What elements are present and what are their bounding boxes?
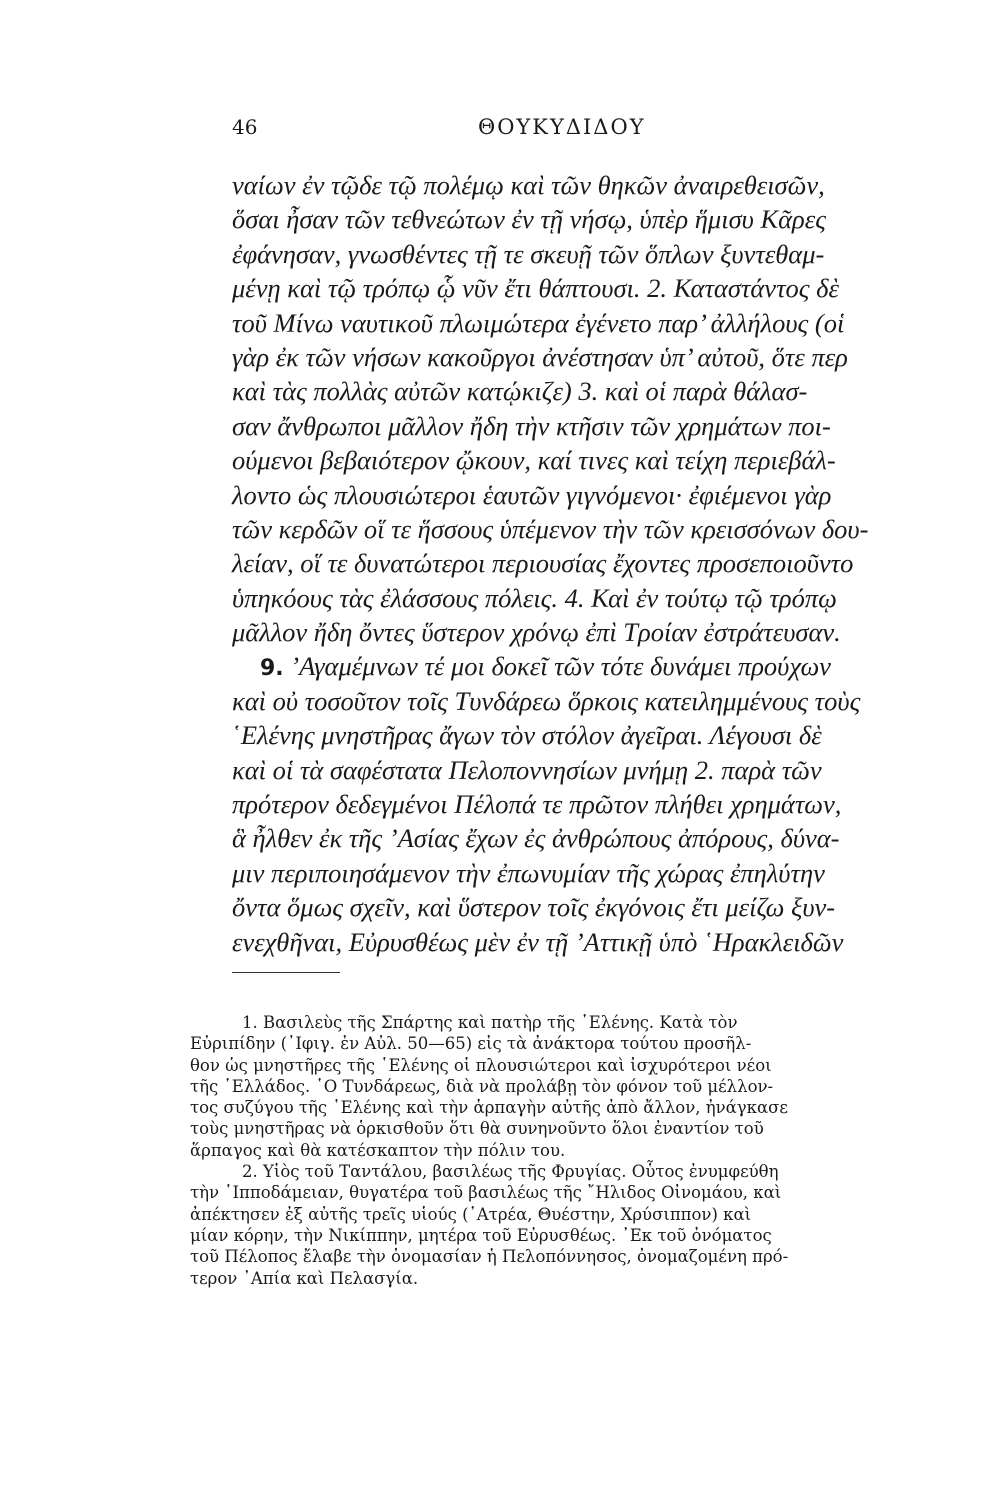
text-line: ῾Ελένης μνηστῆρας ἄγων τὸν στόλον ἀγεῖραι. Λέγουσι δὲ [232, 720, 822, 751]
text-line: τῶν κερδῶν οἵ τε ἥσσους ὑπέμενον τὴν τῶν κρεισσόνων δου- [232, 513, 869, 544]
footnote-line: 2. Υἱὸς τοῦ Ταντάλου, βασιλέως τῆς Φρυγίας. Οὗτος ἐνυμφεύθη [242, 1162, 779, 1182]
footnote-line: τὴν ῾Ιπποδάμειαν, θυγατέρα τοῦ βασιλέως τῆς ῎Ηλιδος Οἰνομάου, καὶ [190, 1183, 782, 1203]
text-line: σαν ἄνθρωποι μᾶλλον ἤδη τὴν κτῆσιν τῶν χρημάτων ποι- [232, 410, 831, 441]
text-line: μιν περιποιησάμενον τὴν ἐπωνυμίαν τῆς χώρας ἐπηλύτην [232, 857, 825, 888]
footnote-line: 1. Βασιλεὺς τῆς Σπάρτης καὶ πατὴρ τῆς ῾Ελένης. Κατὰ τὸν [242, 1013, 738, 1032]
footnote-line: τερον ᾿Απία καὶ Πελασγία. [190, 1268, 419, 1288]
text-line: ἐφάνησαν, γνωσθέντες τῇ τε σκευῇ τῶν ὅπλων ξυντεθαμ- [232, 238, 825, 269]
section-9-text: ’Αγαμέμνων τέ μοι δοκεῖ τῶν τότε δυνάμει προύχων [290, 651, 831, 682]
text-line: λοντο ὡς πλουσιώτεροι ἑαυτῶν γιγνόμενοι· ἐφιέμενοι γὰρ [232, 479, 832, 510]
footnote-line: τῆς ῾Ελλάδος. ῾Ο Τυνδάρεως, διὰ νὰ προλάβῃ τὸν φόνον τοῦ μέλλον- [190, 1076, 774, 1096]
footnote-separator [232, 972, 340, 973]
main-text [232, 168, 972, 959]
text-line: ἃ ἦλθεν ἐκ τῆς ’Ασίας ἔχων ἐς ἀνθρώπους ἀπόρους, δύνα- [232, 823, 840, 854]
text-line: ενεχθῆναι, Εὐρυσθέως μὲν ἐν τῇ ’Αττικῇ ὑπὸ ῾Ηρακλειδῶν [232, 926, 844, 957]
text-line: μᾶλλον ἤδη ὄντες ὕστερον χρόνῳ ἐπὶ Τροίαν ἐστράτευσαν. [232, 617, 841, 648]
footnote-line: τος συζύγου τῆς ῾Ελένης καὶ τὴν ἁρπαγὴν αὐτῆς ἀπὸ ἄλλον, ἠνάγκασε [190, 1098, 788, 1118]
page-number: 46 [232, 115, 258, 139]
text-line: γὰρ ἐκ τῶν νήσων κακοῦργοι ἀνέστησαν ὑπ’ αὐτοῦ, ὅτε περ [232, 341, 848, 372]
text-line: πρότερον δεδεγμένοι Πέλοπά τε πρῶτον πλήθει χρημάτων, [232, 789, 842, 820]
text-line: τοῦ Μίνω ναυτικοῦ πλωιμώτερα ἐγένετο παρ’ ἀλλήλους (οἱ [232, 307, 845, 338]
text-line: καὶ οἱ τὰ σαφέστατα Πελοποννησίων μνήμῃ 2. παρὰ τῶν [232, 754, 822, 785]
text-line: ούμενοι βεβαιότερον ᾤκουν, καί τινες καὶ τείχη περιεβάλ- [232, 445, 836, 476]
text-line: ναίων ἐν τῷδε τῷ πολέμῳ καὶ τῶν θηκῶν ἀναιρεθεισῶν, [232, 170, 825, 200]
footnote-line: μίαν κόρην, τὴν Νικίππην, μητέρα τοῦ Εὐρυσθέως. ᾿Εκ τοῦ ὀνόματος [190, 1225, 772, 1245]
footnote-line: ἀπέκτησεν ἐξ αὐτῆς τρεῖς υἱούς (᾿Ατρέα, Θυέστην, Χρύσιππον) καὶ [190, 1204, 752, 1224]
section-number: 9. [260, 656, 284, 682]
text-line: λείαν, οἵ τε δυνατώτεροι περιουσίας ἔχοντες προσεποιοῦντο [232, 548, 854, 579]
section-9-first-line [232, 649, 972, 683]
text-line: μένῃ καὶ τῷ τρόπῳ ᾧ νῦν ἔτι θάπτουσι. 2. Καταστάντος δὲ [232, 273, 839, 304]
footnote-line: ἅρπαγος καὶ θὰ κατέσκαπτον τὴν πόλιν του. [190, 1140, 566, 1160]
text-line: καὶ οὐ τοσοῦτον τοῖς Τυνδάρεω ὅρκοις κατειλημμένους τοὺς [232, 685, 861, 716]
footnote-line: τοὺς μνηστῆρας νὰ ὁρκισθοῦν ὅτι θὰ συνηνοῦντο ὅλοι ἐναντίον τοῦ [190, 1119, 764, 1139]
text-line: καὶ τὰς πολλὰς αὐτῶν κατῴκιζε) 3. καὶ οἱ παρὰ θάλασ- [232, 376, 808, 407]
text-line: ὑπηκόους τὰς ἐλάσσους πόλεις. 4. Καὶ ἐν τούτῳ τῷ τρόπῳ [232, 582, 837, 613]
page-header [232, 115, 972, 145]
footnote-line: Εὐριπίδην (᾿Ιφιγ. ἐν Αὐλ. 50—65) εἰς τὰ ἀνάκτορα τούτου προσῆλ- [190, 1034, 752, 1054]
footnote-line: τοῦ Πέλοπος ἔλαβε τὴν ὀνομασίαν ἡ Πελοπόννησος, ὀνομαζομένη πρό- [190, 1247, 789, 1267]
running-title: ΘΟΥΚΥΔΙΔΟΥ [478, 115, 646, 139]
text-line: ὅσαι ἦσαν τῶν τεθνεώτων ἐν τῇ νήσῳ, ὑπὲρ ἥμισυ Κᾶρες [232, 204, 826, 235]
footnote-line: θον ὡς μνηστῆρες τῆς ῾Ελένης οἱ πλουσιώτεροι καὶ ἰσχυρότεροι νέοι [190, 1055, 772, 1075]
text-line: ὄντα ὅμως σχεῖν, καὶ ὕστερον τοῖς ἐκγόνοις ἔτι μείζω ξυν- [232, 892, 836, 923]
footnotes [190, 1012, 950, 1289]
